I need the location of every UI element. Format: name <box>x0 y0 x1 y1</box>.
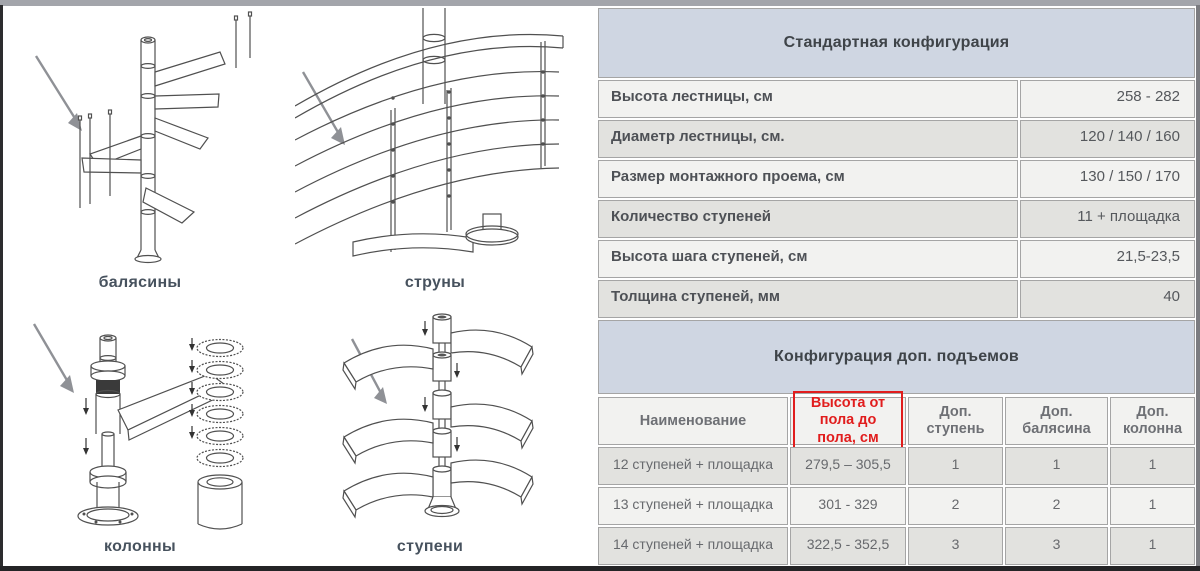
spec-row-label: Размер монтажного проема, см <box>598 160 1018 198</box>
highlighted-header-box: Высота от пола до пола, см <box>793 391 903 451</box>
table-cell: 13 ступеней + площадка <box>598 487 788 525</box>
table-cell: 1 <box>1110 447 1195 485</box>
caption-strings: струны <box>404 274 466 291</box>
table-cell: 1 <box>1110 527 1195 565</box>
additional-config-title: Конфигурация доп. подъемов <box>598 320 1195 394</box>
columns-illustration <box>22 318 272 536</box>
table-cell: 1 <box>1110 487 1195 525</box>
spec-row-label: Толщина ступеней, мм <box>598 280 1018 318</box>
additional-config-table <box>598 394 1195 565</box>
column-header-extra-baluster: Доп. балясина <box>1005 397 1108 445</box>
frame-right-edge <box>1196 5 1200 566</box>
spec-row-value: 21,5-23,5 <box>1020 240 1195 278</box>
spec-row-value: 130 / 150 / 170 <box>1020 160 1195 198</box>
caption-steps: ступени <box>396 538 464 555</box>
frame-top-edge <box>0 0 1200 6</box>
column-header-extra-step: Доп. ступень <box>908 397 1003 445</box>
table-cell: 301 - 329 <box>790 487 906 525</box>
spec-row-label: Диаметр лестницы, см. <box>598 120 1018 158</box>
column-header-extra-column: Доп. колонна <box>1110 397 1195 445</box>
table-cell: 2 <box>1005 487 1108 525</box>
table-cell: 12 ступеней + площадка <box>598 447 788 485</box>
frame-bottom-edge <box>0 566 1200 571</box>
spec-row-value: 11 + площадка <box>1020 200 1195 238</box>
steps-drawing <box>343 314 533 517</box>
caption-balusters: балясины <box>98 274 182 291</box>
balusters-illustration <box>22 8 272 270</box>
spec-row-label: Высота лестницы, см <box>598 80 1018 118</box>
standard-config-title: Стандартная конфигурация <box>598 8 1195 78</box>
table-cell: 3 <box>908 527 1003 565</box>
railing-drawing <box>295 8 563 256</box>
steps-illustration <box>322 305 562 537</box>
table-cell: 14 ступеней + площадка <box>598 527 788 565</box>
table-cell: 1 <box>908 447 1003 485</box>
frame-left-edge <box>0 5 3 566</box>
table-cell: 2 <box>908 487 1003 525</box>
table-cell: 1 <box>1005 447 1108 485</box>
table-cell: 279,5 – 305,5 <box>790 447 906 485</box>
table-cell: 322,5 - 352,5 <box>790 527 906 565</box>
staircase-drawing <box>79 12 252 263</box>
spec-row-label: Высота шага ступеней, см <box>598 240 1018 278</box>
spacer-rings-drawing <box>189 338 243 529</box>
pointer-arrow-icon <box>34 324 74 393</box>
spec-row-label: Количество ступеней <box>598 200 1018 238</box>
strings-illustration <box>295 8 565 270</box>
spec-row-value: 40 <box>1020 280 1195 318</box>
column-header-name: Наименование <box>598 397 788 445</box>
table-cell: 3 <box>1005 527 1108 565</box>
caption-columns: колонны <box>104 538 176 555</box>
column-header-height <box>790 394 906 446</box>
spec-row-value: 258 - 282 <box>1020 80 1195 118</box>
spec-row-value: 120 / 140 / 160 <box>1020 120 1195 158</box>
pointer-arrow-icon <box>36 56 82 131</box>
standard-config-table <box>598 80 1195 318</box>
